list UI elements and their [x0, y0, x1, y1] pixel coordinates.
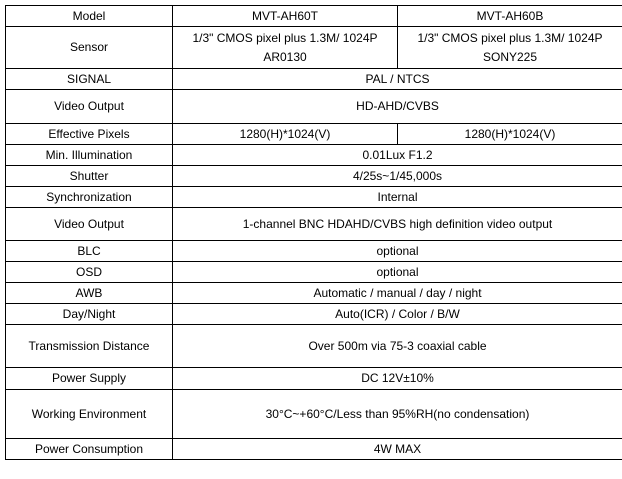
cell-value: PAL / NTCS	[173, 69, 622, 90]
cell-value	[398, 27, 622, 69]
table-row	[6, 208, 622, 241]
table-row	[6, 6, 622, 27]
table-row	[6, 90, 622, 124]
cell-value: 1280(H)*1024(V)	[173, 124, 398, 145]
row-label: AWB	[6, 283, 173, 304]
row-label: Synchronization	[6, 187, 173, 208]
cell-value: 30°C~+60°C/Less than 95%RH(no condensation)	[173, 390, 622, 439]
cell-value: 0.01Lux F1.2	[173, 145, 622, 166]
model-name: MVT-AH60B	[398, 6, 622, 27]
cell-value: Automatic / manual / day / night	[173, 283, 622, 304]
table-row	[6, 304, 622, 325]
sensor-type: 1/3" CMOS pixel plus 1.3M/ 1024P	[417, 30, 603, 45]
table-row	[6, 325, 622, 368]
row-label: Effective Pixels	[6, 124, 173, 145]
row-label: BLC	[6, 241, 173, 262]
cell-value: 4/25s~1/45,000s	[173, 166, 622, 187]
cell-value: optional	[173, 241, 622, 262]
table-row	[6, 69, 622, 90]
cell-value: Internal	[173, 187, 622, 208]
table-row	[6, 124, 622, 145]
table-row	[6, 166, 622, 187]
row-label: Power Consumption	[6, 439, 173, 460]
model-name: MVT-AH60T	[173, 6, 398, 27]
row-label: Shutter	[6, 166, 173, 187]
table-row	[6, 262, 622, 283]
table-row	[6, 283, 622, 304]
cell-value: 1-channel BNC HDAHD/CVBS high definition video output	[173, 208, 622, 241]
table-row	[6, 187, 622, 208]
row-label: Video Output	[6, 90, 173, 124]
row-label: OSD	[6, 262, 173, 283]
table-row	[6, 439, 622, 460]
row-label: SIGNAL	[6, 69, 173, 90]
row-label: Day/Night	[6, 304, 173, 325]
cell-value: HD-AHD/CVBS	[173, 90, 622, 124]
row-label: Power Supply	[6, 368, 173, 390]
row-label: Transmission Distance	[6, 325, 173, 368]
cell-value: 1280(H)*1024(V)	[398, 124, 622, 145]
spec-table	[5, 5, 622, 460]
cell-value: Over 500m via 75-3 coaxial cable	[173, 325, 622, 368]
sensor-model: SONY225	[482, 49, 538, 64]
cell-value: 4W MAX	[173, 439, 622, 460]
row-label: Sensor	[6, 27, 173, 69]
sensor-model: AR0130	[263, 49, 307, 64]
row-label: Working Environment	[6, 390, 173, 439]
row-label: Min. Illumination	[6, 145, 173, 166]
table-row	[6, 27, 622, 69]
row-label: Video Output	[6, 208, 173, 241]
cell-value: Auto(ICR) / Color / B/W	[173, 304, 622, 325]
cell-value: optional	[173, 262, 622, 283]
cell-value	[173, 27, 398, 69]
sensor-type: 1/3" CMOS pixel plus 1.3M/ 1024P	[192, 30, 378, 45]
cell-value: DC 12V±10%	[173, 368, 622, 390]
row-label: Model	[6, 6, 173, 27]
table-row	[6, 368, 622, 390]
table-row	[6, 241, 622, 262]
table-row	[6, 145, 622, 166]
table-row	[6, 390, 622, 439]
